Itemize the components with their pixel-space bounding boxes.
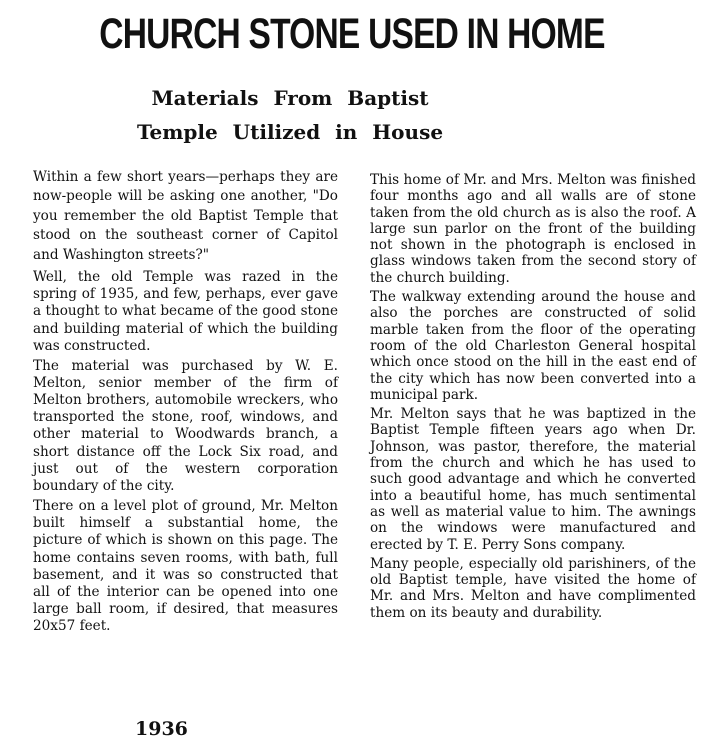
left-column bbox=[33, 168, 338, 638]
year-label: 1936 bbox=[135, 718, 188, 740]
article-paragraph: The material was purchased by W. E. Melton, senior member of the firm of Melton brothers, automobile wreckers, who transported the stone, roof, windows, and other material to Woodwards branch, a short distance off the Lock Six road, and just out of the western corporation boundary of the city. bbox=[33, 357, 338, 494]
article-paragraph: This home of Mr. and Mrs. Melton was finished four months ago and all walls are of stone taken from the old church as is also the roof. A large sun parlor on the front of the building not shown in the photograph is enclosed in glass windows taken from the second story of the church building. bbox=[370, 172, 696, 286]
subheadline-line-1: Materials From Baptist bbox=[151, 86, 429, 110]
article-paragraph: Many people, especially old parishiners, of the old Baptist temple, have visited the home of Mr. and Mrs. Melton and have complimented them on its beauty and durability. bbox=[370, 555, 696, 621]
article-paragraph: Well, the old Temple was razed in the spring of 1935, and few, perhaps, ever gave a thought to what became of the good stone and building material of which the building was constructed. bbox=[33, 269, 338, 354]
article-paragraph: Within a few short years—perhaps they are now-people will be asking one another, "Do you remember the old Baptist Temple that stood on the southeast corner of Capitol and Washington streets?" bbox=[33, 169, 338, 263]
article-paragraph: Mr. Melton says that he was baptized in the Baptist Temple fifteen years ago when Dr. Johnson, was pastor, therefore, the material from the church and which he has used to such good advantage and which he converted into a beautiful home, has much sentimental as well as material value to him. The awnings on the windows were manufactured and erected by T. E. Perry Sons company. bbox=[370, 406, 696, 553]
article-paragraph: There on a level plot of ground, Mr. Melton built himself a substantial home, the picture of which is shown on this page. The home contains seven rooms, with bath, full basement, and it was so constructed that all of the interior can be opened into one large ball room, if desired, that measures 20x57 feet. bbox=[33, 498, 338, 635]
article-paragraph: The walkway extending around the house and also the porches are constructed of solid marble taken from the floor of the operating room of the old Charleston General hospital which once stood on the hill in the east end of the city which has now been converted into a municipal park. bbox=[370, 289, 696, 403]
subheadline-line-2: Temple Utilized in House bbox=[136, 120, 444, 144]
right-column bbox=[370, 172, 696, 624]
headline: CHURCH STONE USED IN HOME bbox=[99, 10, 605, 58]
